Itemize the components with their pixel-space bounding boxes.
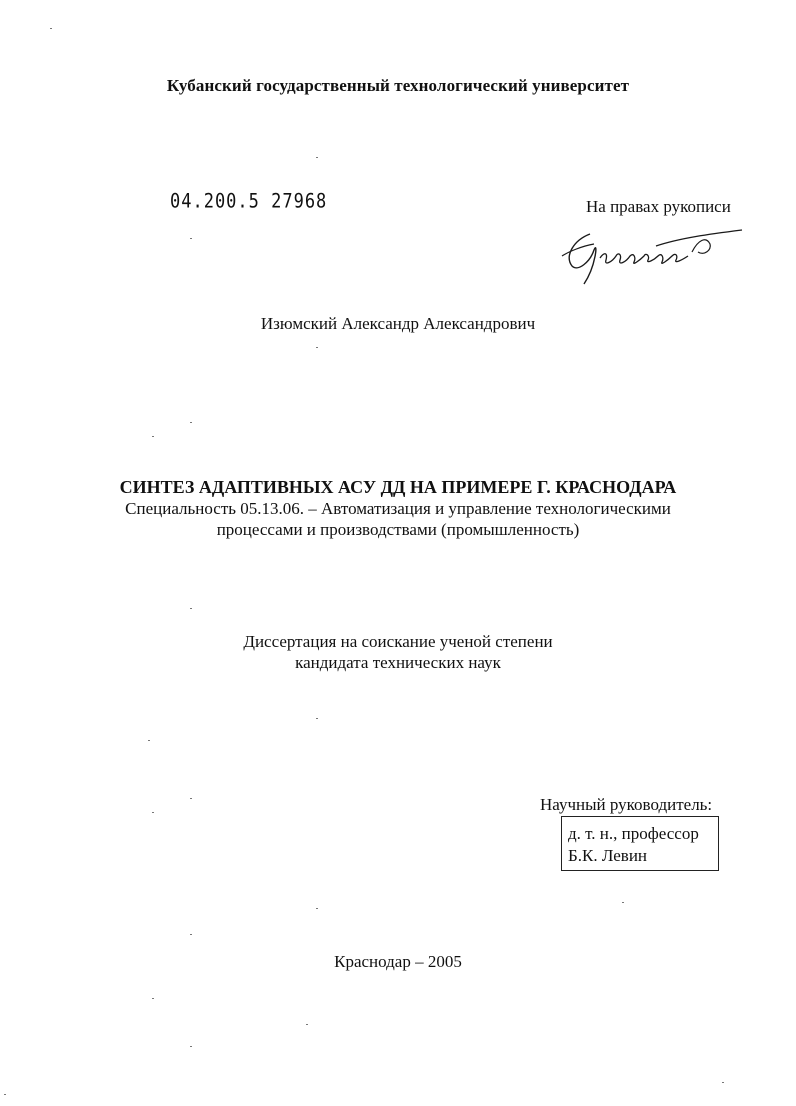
specialty-block [0,498,796,540]
degree-line-2: кандидата технических наук [295,653,501,672]
scan-speck [316,718,318,719]
scan-speck [190,422,192,423]
scan-speck [50,28,52,29]
scan-speck [622,902,624,903]
scan-speck [190,608,192,609]
supervisor-label: Научный руководитель: [540,795,713,814]
scan-speck [152,998,154,999]
scan-speck [316,347,318,348]
scan-speck [152,812,154,813]
scan-speck [148,740,150,741]
author-name: Изюмский Александр Александрович [260,314,536,333]
scan-speck [316,157,318,158]
supervisor-rank: д. т. н., профессор [568,824,699,843]
degree-line-1: Диссертация на соискание ученой степени [243,632,553,651]
supervisor-name: Б.К. Левин [568,846,648,865]
handwritten-signature [560,222,750,292]
manuscript-rights-note: На правах рукописи [586,197,731,216]
scan-speck [190,238,192,239]
scan-speck [306,1024,308,1025]
university-name: Кубанский государственный технологический университет [166,76,630,95]
scan-speck [152,436,154,437]
scan-speck [190,934,192,935]
scan-speck [190,798,192,799]
place-year: Краснодар – 2005 [334,952,462,971]
scan-speck [722,1082,724,1083]
thesis-title: СИНТЕЗ АДАПТИВНЫХ АСУ ДД НА ПРИМЕРЕ Г. КРАСНОДАРА [119,477,677,497]
scan-speck [316,908,318,909]
registration-stamp: 04.200.5 27968 [170,190,328,213]
specialty-line-1: Специальность 05.13.06. – Автоматизация и управление технологическими [125,499,671,518]
supervisor-box [561,816,719,871]
scan-speck [4,1094,6,1095]
specialty-line-2: процессами и производствами (промышленность) [216,520,580,539]
degree-block [0,631,796,673]
scan-speck [190,1046,192,1047]
